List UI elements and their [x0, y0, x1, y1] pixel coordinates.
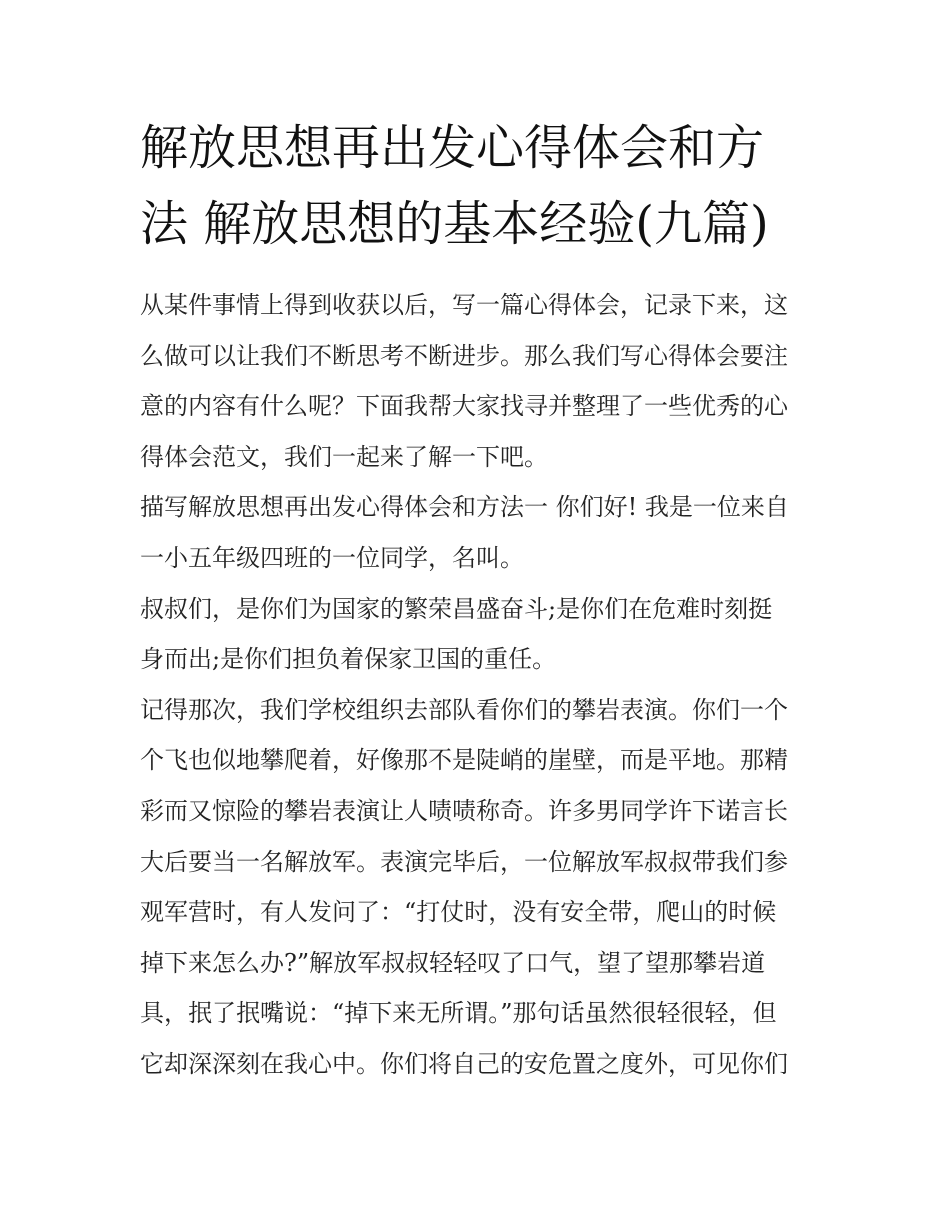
- body-line: 具，抿了抿嘴说：“掉下来无所谓。”那句话虽然很轻很轻，但: [140, 999, 777, 1028]
- body-line: 意的内容有什么呢？下面我帮大家找寻并整理了一些优秀的心: [140, 392, 788, 421]
- body-line: 彩而又惊险的攀岩表演让人啧啧称奇。许多男同学许下诺言长: [140, 796, 788, 825]
- body-line: 描写解放思想再出发心得体会和方法一 你们好! 我是一位来自: [140, 493, 789, 522]
- page-title: [140, 110, 820, 262]
- body-line: 么做可以让我们不断思考不断进步。那么我们写心得体会要注: [140, 341, 788, 370]
- body-line: 它却深深刻在我心中。你们将自己的安危置之度外，可见你们: [140, 1049, 788, 1078]
- body-line: 个飞也似地攀爬着，好像那不是陡峭的崖壁，而是平地。那精: [140, 746, 788, 775]
- body-line: 观军营时，有人发问了：“打仗时，没有安全带，爬山的时候: [140, 898, 777, 927]
- body-line: 从某件事情上得到收获以后，写一篇心得体会，记录下来，这: [140, 291, 788, 319]
- body-line: 记得那次，我们学校组织去部队看你们的攀岩表演。你们一个: [140, 695, 788, 724]
- body-text: [140, 280, 830, 1090]
- body-line: 掉下来怎么办?”解放军叔叔轻轻叹了口气，望了望那攀岩道: [140, 948, 766, 977]
- body-line: 一小五年级四班的一位同学，名叫。: [140, 543, 524, 572]
- title-line: 法 解放思想的基本经验(九篇): [140, 196, 769, 252]
- body-line: 大后要当一名解放军。表演完毕后，一位解放军叔叔带我们参: [140, 847, 788, 876]
- title-line: 解放思想再出发心得体会和方: [140, 120, 765, 176]
- body-line: 身而出;是你们担负着保家卫国的重任。: [140, 645, 557, 674]
- body-line: 得体会范文，我们一起来了解一下吧。: [140, 442, 548, 471]
- body-line: 叔叔们，是你们为国家的繁荣昌盛奋斗;是你们在危难时刻挺: [140, 594, 773, 623]
